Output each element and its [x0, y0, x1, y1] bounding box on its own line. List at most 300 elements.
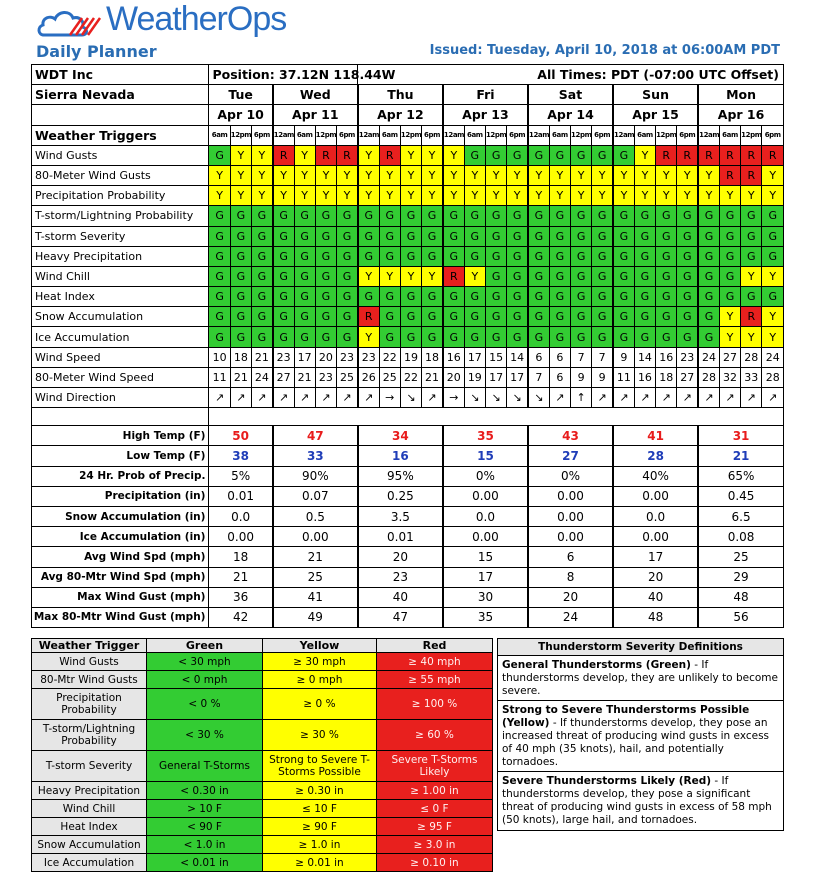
daily-value: 21 — [698, 446, 783, 466]
wind-value: 7 — [571, 347, 592, 367]
trigger-cell: G — [528, 307, 549, 327]
trigger-cell: G — [549, 307, 570, 327]
trigger-cell: G — [613, 206, 634, 226]
trigger-label: Ice Accumulation — [32, 327, 209, 347]
wind-value: 20 — [315, 347, 336, 367]
daily-label: Precipitation (in) — [32, 486, 209, 506]
trigger-cell: G — [252, 246, 273, 266]
trigger-cell: G — [656, 266, 677, 286]
wind-value: 6 — [549, 367, 570, 387]
trigger-cell: G — [719, 246, 740, 266]
trigger-cell: G — [549, 246, 570, 266]
trigger-cell: G — [613, 145, 634, 165]
legend-green: < 0.01 in — [147, 854, 263, 872]
legend-trigger: Wind Chill — [32, 800, 147, 818]
wind-arrow-icon: ↗ — [315, 388, 336, 408]
max-gust-row — [32, 587, 784, 607]
trigger-cell: G — [209, 287, 230, 307]
daily-value: 0.08 — [698, 527, 783, 547]
date-label: Apr 13 — [443, 105, 528, 125]
wind-value: 28 — [741, 347, 762, 367]
trigger-cell: G — [337, 206, 358, 226]
trigger-cell: Y — [443, 145, 464, 165]
legend-header: Weather Trigger — [32, 639, 147, 653]
wind-arrow-icon: ↗ — [634, 388, 655, 408]
day-of-week: Tue — [209, 85, 273, 105]
trigger-cell: G — [230, 287, 251, 307]
daily-value: 0.00 — [273, 527, 358, 547]
hour-label: 6am — [294, 125, 315, 145]
trigger-cell: G — [592, 327, 613, 347]
trigger-cell: G — [464, 145, 485, 165]
trigger-cell: Y — [252, 165, 273, 185]
daily-value: 5% — [209, 466, 273, 486]
trigger-cell: G — [485, 145, 506, 165]
wind-arrow-icon: ↗ — [677, 388, 698, 408]
wind-value: 22 — [379, 347, 400, 367]
trigger-cell: G — [762, 226, 784, 246]
definition-term: General Thunderstorms (Green) — [502, 659, 691, 671]
trigger-cell: G — [252, 287, 273, 307]
wind-value: 24 — [762, 347, 784, 367]
trigger-cell: G — [379, 206, 400, 226]
wind-arrow-icon: ↗ — [209, 388, 230, 408]
wind-arrow-icon: ↗ — [252, 388, 273, 408]
trigger-row — [32, 246, 784, 266]
wind-value: 24 — [252, 367, 273, 387]
trigger-cell: G — [592, 226, 613, 246]
hour-label: 12pm — [656, 125, 677, 145]
trigger-cell: G — [549, 266, 570, 286]
daily-value: 40 — [613, 587, 698, 607]
wind-speed-row — [32, 347, 784, 367]
legend-red: ≤ 0 F — [377, 800, 493, 818]
wind-value: 24 — [698, 347, 719, 367]
trigger-cell: G — [571, 287, 592, 307]
trigger-cell: G — [337, 266, 358, 286]
trigger-cell: Y — [273, 165, 294, 185]
trigger-cell: G — [507, 145, 528, 165]
trigger-cell: G — [273, 206, 294, 226]
trigger-cell: G — [634, 287, 655, 307]
trigger-cell: G — [485, 246, 506, 266]
daily-value: 42 — [209, 607, 273, 627]
daily-value: 0.0 — [613, 506, 698, 526]
wind-value: 17 — [464, 347, 485, 367]
daily-value: 35 — [443, 426, 528, 446]
daily-label: Max Wind Gust (mph) — [32, 587, 209, 607]
day-of-week: Sat — [528, 85, 613, 105]
trigger-cell: Y — [294, 186, 315, 206]
trigger-cell: G — [252, 266, 273, 286]
trigger-row — [32, 145, 784, 165]
trigger-cell: G — [464, 206, 485, 226]
trigger-cell: G — [571, 307, 592, 327]
daily-value: 6.5 — [698, 506, 783, 526]
trigger-cell: G — [422, 246, 443, 266]
wind-value: 14 — [634, 347, 655, 367]
daily-label: Ice Accumulation (in) — [32, 527, 209, 547]
wind-arrow-icon: ↗ — [549, 388, 570, 408]
trigger-cell: G — [464, 327, 485, 347]
daily-value: 15 — [443, 547, 528, 567]
trigger-cell: G — [741, 287, 762, 307]
trigger-cell: G — [613, 226, 634, 246]
trigger-cell: G — [677, 307, 698, 327]
trigger-cell: G — [273, 287, 294, 307]
wind-value: 28 — [698, 367, 719, 387]
hour-label: 12pm — [230, 125, 251, 145]
hour-label: 6pm — [762, 125, 784, 145]
legend-red: ≥ 1.00 in — [377, 782, 493, 800]
wind-arrow-icon: ↘ — [464, 388, 485, 408]
daily-value: 30 — [443, 587, 528, 607]
wind-arrow-icon: ↗ — [273, 388, 294, 408]
trigger-cell: G — [358, 287, 379, 307]
trigger-row — [32, 307, 784, 327]
trigger-cell: G — [571, 246, 592, 266]
company-name: WDT Inc — [32, 65, 209, 85]
daily-label: Max 80-Mtr Wind Gust (mph) — [32, 607, 209, 627]
trigger-cell: G — [592, 145, 613, 165]
trigger-cell: R — [741, 165, 762, 185]
trigger-cell: G — [613, 307, 634, 327]
trigger-cell: Y — [762, 165, 784, 185]
wind-arrow-icon: → — [443, 388, 464, 408]
definitions-title: Thunderstorm Severity Definitions — [498, 639, 783, 656]
trigger-cell: G — [571, 206, 592, 226]
trigger-cell: G — [294, 287, 315, 307]
trigger-cell: G — [762, 246, 784, 266]
daily-value: 0.07 — [273, 486, 358, 506]
trigger-cell: G — [719, 287, 740, 307]
thunderstorm-definitions — [497, 638, 784, 831]
daily-value: 41 — [613, 426, 698, 446]
definition-text: - If thunderstorms develop, they pose a significant threat of producing wind gusts in excess of 58 mph (50 knots), large hail, and tornadoes. — [502, 775, 772, 826]
daily-value: 40 — [358, 587, 443, 607]
legend-trigger: T-storm Severity — [32, 751, 147, 782]
trigger-cell: G — [698, 266, 719, 286]
wind-value: 23 — [337, 347, 358, 367]
wind-value: 9 — [592, 367, 613, 387]
trigger-cell: G — [571, 145, 592, 165]
wind-value: 19 — [400, 347, 421, 367]
trigger-cell: R — [719, 145, 740, 165]
trigger-cell: Y — [741, 186, 762, 206]
trigger-cell: R — [741, 307, 762, 327]
trigger-cell: G — [762, 287, 784, 307]
position-coords: Position: 37.12N 118.44W — [209, 65, 358, 85]
wind-value: 23 — [315, 367, 336, 387]
wind-value: 25 — [379, 367, 400, 387]
trigger-cell: G — [422, 307, 443, 327]
trigger-cell: G — [592, 266, 613, 286]
daily-label: Avg Wind Spd (mph) — [32, 547, 209, 567]
wind-arrow-icon: ↗ — [656, 388, 677, 408]
daily-value: 0.00 — [443, 527, 528, 547]
daily-value: 0% — [443, 466, 528, 486]
trigger-cell: G — [400, 246, 421, 266]
trigger-cell: Y — [634, 165, 655, 185]
trigger-cell: G — [209, 226, 230, 246]
trigger-cell: G — [294, 206, 315, 226]
legend-row — [32, 854, 493, 872]
avg-wind-row — [32, 547, 784, 567]
hour-label: 12pm — [741, 125, 762, 145]
trigger-cell: G — [528, 327, 549, 347]
trigger-cell: G — [400, 307, 421, 327]
trigger-cell: Y — [656, 186, 677, 206]
trigger-cell: G — [400, 226, 421, 246]
trigger-cell: G — [337, 226, 358, 246]
wind-value: 27 — [719, 347, 740, 367]
trigger-cell: Y — [464, 186, 485, 206]
trigger-cell: G — [507, 266, 528, 286]
trigger-label: 80-Meter Wind Gusts — [32, 165, 209, 185]
trigger-cell: Y — [209, 165, 230, 185]
wind-arrow-icon: ↗ — [230, 388, 251, 408]
trigger-cell: G — [549, 226, 570, 246]
trigger-cell: G — [613, 246, 634, 266]
trigger-cell: Y — [422, 165, 443, 185]
trigger-cell: G — [464, 226, 485, 246]
trigger-cell: G — [485, 226, 506, 246]
trigger-cell: G — [634, 246, 655, 266]
trigger-cell: G — [464, 246, 485, 266]
trigger-cell: Y — [422, 145, 443, 165]
trigger-cell: Y — [209, 186, 230, 206]
daily-value: 34 — [358, 426, 443, 446]
trigger-cell: Y — [592, 165, 613, 185]
legend-green: < 1.0 in — [147, 836, 263, 854]
wind-arrow-icon: ↗ — [613, 388, 634, 408]
hour-label: 6am — [379, 125, 400, 145]
trigger-cell: G — [400, 287, 421, 307]
hour-label: 12pm — [400, 125, 421, 145]
trigger-row — [32, 327, 784, 347]
trigger-cell: G — [719, 266, 740, 286]
daily-value: 0.00 — [613, 486, 698, 506]
trigger-cell: Y — [464, 266, 485, 286]
trigger-cell: R — [762, 145, 784, 165]
prob-precip-row — [32, 466, 784, 486]
weatherops-logo — [36, 0, 336, 39]
daily-value: 0.45 — [698, 486, 783, 506]
wind-value: 18 — [656, 367, 677, 387]
daily-value: 20 — [528, 587, 613, 607]
trigger-cell: G — [634, 266, 655, 286]
legend-yellow: ≥ 30 % — [263, 720, 377, 751]
daily-value: 56 — [698, 607, 783, 627]
hour-label: 12am — [613, 125, 634, 145]
trigger-cell: G — [634, 307, 655, 327]
wind-value: 10 — [209, 347, 230, 367]
daily-value: 0% — [528, 466, 613, 486]
trigger-cell: Y — [443, 165, 464, 185]
daily-value: 0.0 — [209, 506, 273, 526]
trigger-cell: Y — [315, 165, 336, 185]
trigger-cell: G — [698, 307, 719, 327]
trigger-row — [32, 186, 784, 206]
hour-label: 6pm — [252, 125, 273, 145]
daily-value: 41 — [273, 587, 358, 607]
definition-item — [498, 701, 783, 772]
trigger-cell: G — [464, 307, 485, 327]
high-temp-row — [32, 426, 784, 446]
wind-value: 28 — [762, 367, 784, 387]
trigger-cell: G — [656, 246, 677, 266]
trigger-cell: G — [358, 246, 379, 266]
definition-item — [498, 772, 783, 829]
trigger-label: Wind Gusts — [32, 145, 209, 165]
row-label: Wind Direction — [32, 388, 209, 408]
trigger-cell: G — [337, 246, 358, 266]
ice-row — [32, 527, 784, 547]
legend-trigger: Heavy Precipitation — [32, 782, 147, 800]
trigger-cell: G — [698, 206, 719, 226]
trigger-cell: G — [422, 327, 443, 347]
wind-arrow-icon: ↗ — [337, 388, 358, 408]
trigger-cell: G — [677, 226, 698, 246]
daily-value: 8 — [528, 567, 613, 587]
daily-value: 0.00 — [613, 527, 698, 547]
legend-trigger: Wind Gusts — [32, 653, 147, 671]
trigger-cell: G — [443, 206, 464, 226]
trigger-cell: G — [549, 145, 570, 165]
trigger-cell: G — [719, 206, 740, 226]
legend-red: ≥ 55 mph — [377, 671, 493, 689]
wind-arrow-icon: ↗ — [422, 388, 443, 408]
wind-arrow-icon: ↗ — [592, 388, 613, 408]
daily-value: 90% — [273, 466, 358, 486]
cloud-logo-icon — [36, 5, 108, 39]
daily-value: 15 — [443, 446, 528, 466]
trigger-row — [32, 287, 784, 307]
trigger-cell: Y — [507, 186, 528, 206]
trigger-cell: G — [209, 206, 230, 226]
legend-red: ≥ 60 % — [377, 720, 493, 751]
hour-row — [32, 125, 784, 145]
hour-label: 6am — [549, 125, 570, 145]
wind-value: 19 — [464, 367, 485, 387]
date-label: Apr 12 — [358, 105, 443, 125]
trigger-cell: G — [634, 327, 655, 347]
daily-value: 48 — [613, 607, 698, 627]
wind-arrow-icon: ↗ — [294, 388, 315, 408]
trigger-cell: G — [422, 287, 443, 307]
trigger-row — [32, 226, 784, 246]
trigger-cell: G — [507, 246, 528, 266]
wind-value: 16 — [634, 367, 655, 387]
trigger-cell: G — [677, 287, 698, 307]
trigger-cell: G — [230, 327, 251, 347]
trigger-cell: G — [422, 206, 443, 226]
trigger-cell: R — [741, 145, 762, 165]
daily-value: 40% — [613, 466, 698, 486]
trigger-cell: G — [507, 206, 528, 226]
day-of-week: Fri — [443, 85, 528, 105]
wind-arrow-icon: ↘ — [400, 388, 421, 408]
trigger-cell: G — [315, 226, 336, 246]
daily-value: 0.00 — [528, 527, 613, 547]
daily-label: Avg 80-Mtr Wind Spd (mph) — [32, 567, 209, 587]
trigger-cell: G — [252, 307, 273, 327]
trigger-cell: G — [315, 307, 336, 327]
trigger-cell: G — [294, 307, 315, 327]
daily-value: 50 — [209, 426, 273, 446]
legend-green: < 30 % — [147, 720, 263, 751]
wind-value: 14 — [507, 347, 528, 367]
daily-value: 0.01 — [358, 527, 443, 547]
daily-value: 33 — [273, 446, 358, 466]
day-of-week: Sun — [613, 85, 698, 105]
trigger-label: Wind Chill — [32, 266, 209, 286]
page-title: Daily Planner — [36, 42, 157, 61]
trigger-cell: G — [294, 327, 315, 347]
date-label: Apr 16 — [698, 105, 783, 125]
trigger-cell: Y — [762, 327, 784, 347]
hour-label: 12am — [443, 125, 464, 145]
daily-label: Snow Accumulation (in) — [32, 506, 209, 526]
trigger-label: T-storm Severity — [32, 226, 209, 246]
wind-value: 17 — [485, 367, 506, 387]
wind-value: 32 — [719, 367, 740, 387]
legend-red: Severe T-Storms Likely — [377, 751, 493, 782]
legend-yellow: ≥ 30 mph — [263, 653, 377, 671]
trigger-cell: G — [209, 266, 230, 286]
wind-speed-80-row — [32, 367, 784, 387]
wind-arrow-icon: ↘ — [485, 388, 506, 408]
precip-row — [32, 486, 784, 506]
wind-value: 6 — [549, 347, 570, 367]
trigger-cell: G — [443, 226, 464, 246]
row-label: 80-Meter Wind Speed — [32, 367, 209, 387]
trigger-cell: G — [485, 266, 506, 286]
trigger-cell: G — [698, 327, 719, 347]
trigger-cell: G — [571, 327, 592, 347]
region-name: Sierra Nevada — [32, 85, 209, 105]
trigger-cell: Y — [422, 266, 443, 286]
trigger-cell: G — [485, 287, 506, 307]
wind-value: 27 — [677, 367, 698, 387]
low-temp-row — [32, 446, 784, 466]
legend-trigger: T-storm/Lightning Probability — [32, 720, 147, 751]
legend-yellow: ≥ 1.0 in — [263, 836, 377, 854]
wind-value: 25 — [337, 367, 358, 387]
max-gust-80-row — [32, 607, 784, 627]
trigger-cell: G — [230, 266, 251, 286]
trigger-cell: Y — [571, 165, 592, 185]
trigger-cell: Y — [443, 186, 464, 206]
daily-value: 0.00 — [209, 527, 273, 547]
trigger-cell: Y — [613, 186, 634, 206]
trigger-cell: Y — [400, 145, 421, 165]
trigger-cell: G — [209, 327, 230, 347]
trigger-cell: R — [337, 145, 358, 165]
legend-yellow: ≤ 10 F — [263, 800, 377, 818]
trigger-cell: Y — [337, 186, 358, 206]
wind-value: 7 — [592, 347, 613, 367]
trigger-cell: G — [485, 206, 506, 226]
trigger-cell: G — [273, 327, 294, 347]
legend-trigger: 80-Mtr Wind Gusts — [32, 671, 147, 689]
wind-value: 9 — [613, 347, 634, 367]
trigger-cell: G — [634, 226, 655, 246]
legend-green: < 90 F — [147, 818, 263, 836]
wind-value: 23 — [358, 347, 379, 367]
hour-label: 6am — [634, 125, 655, 145]
avg-wind-80-row — [32, 567, 784, 587]
